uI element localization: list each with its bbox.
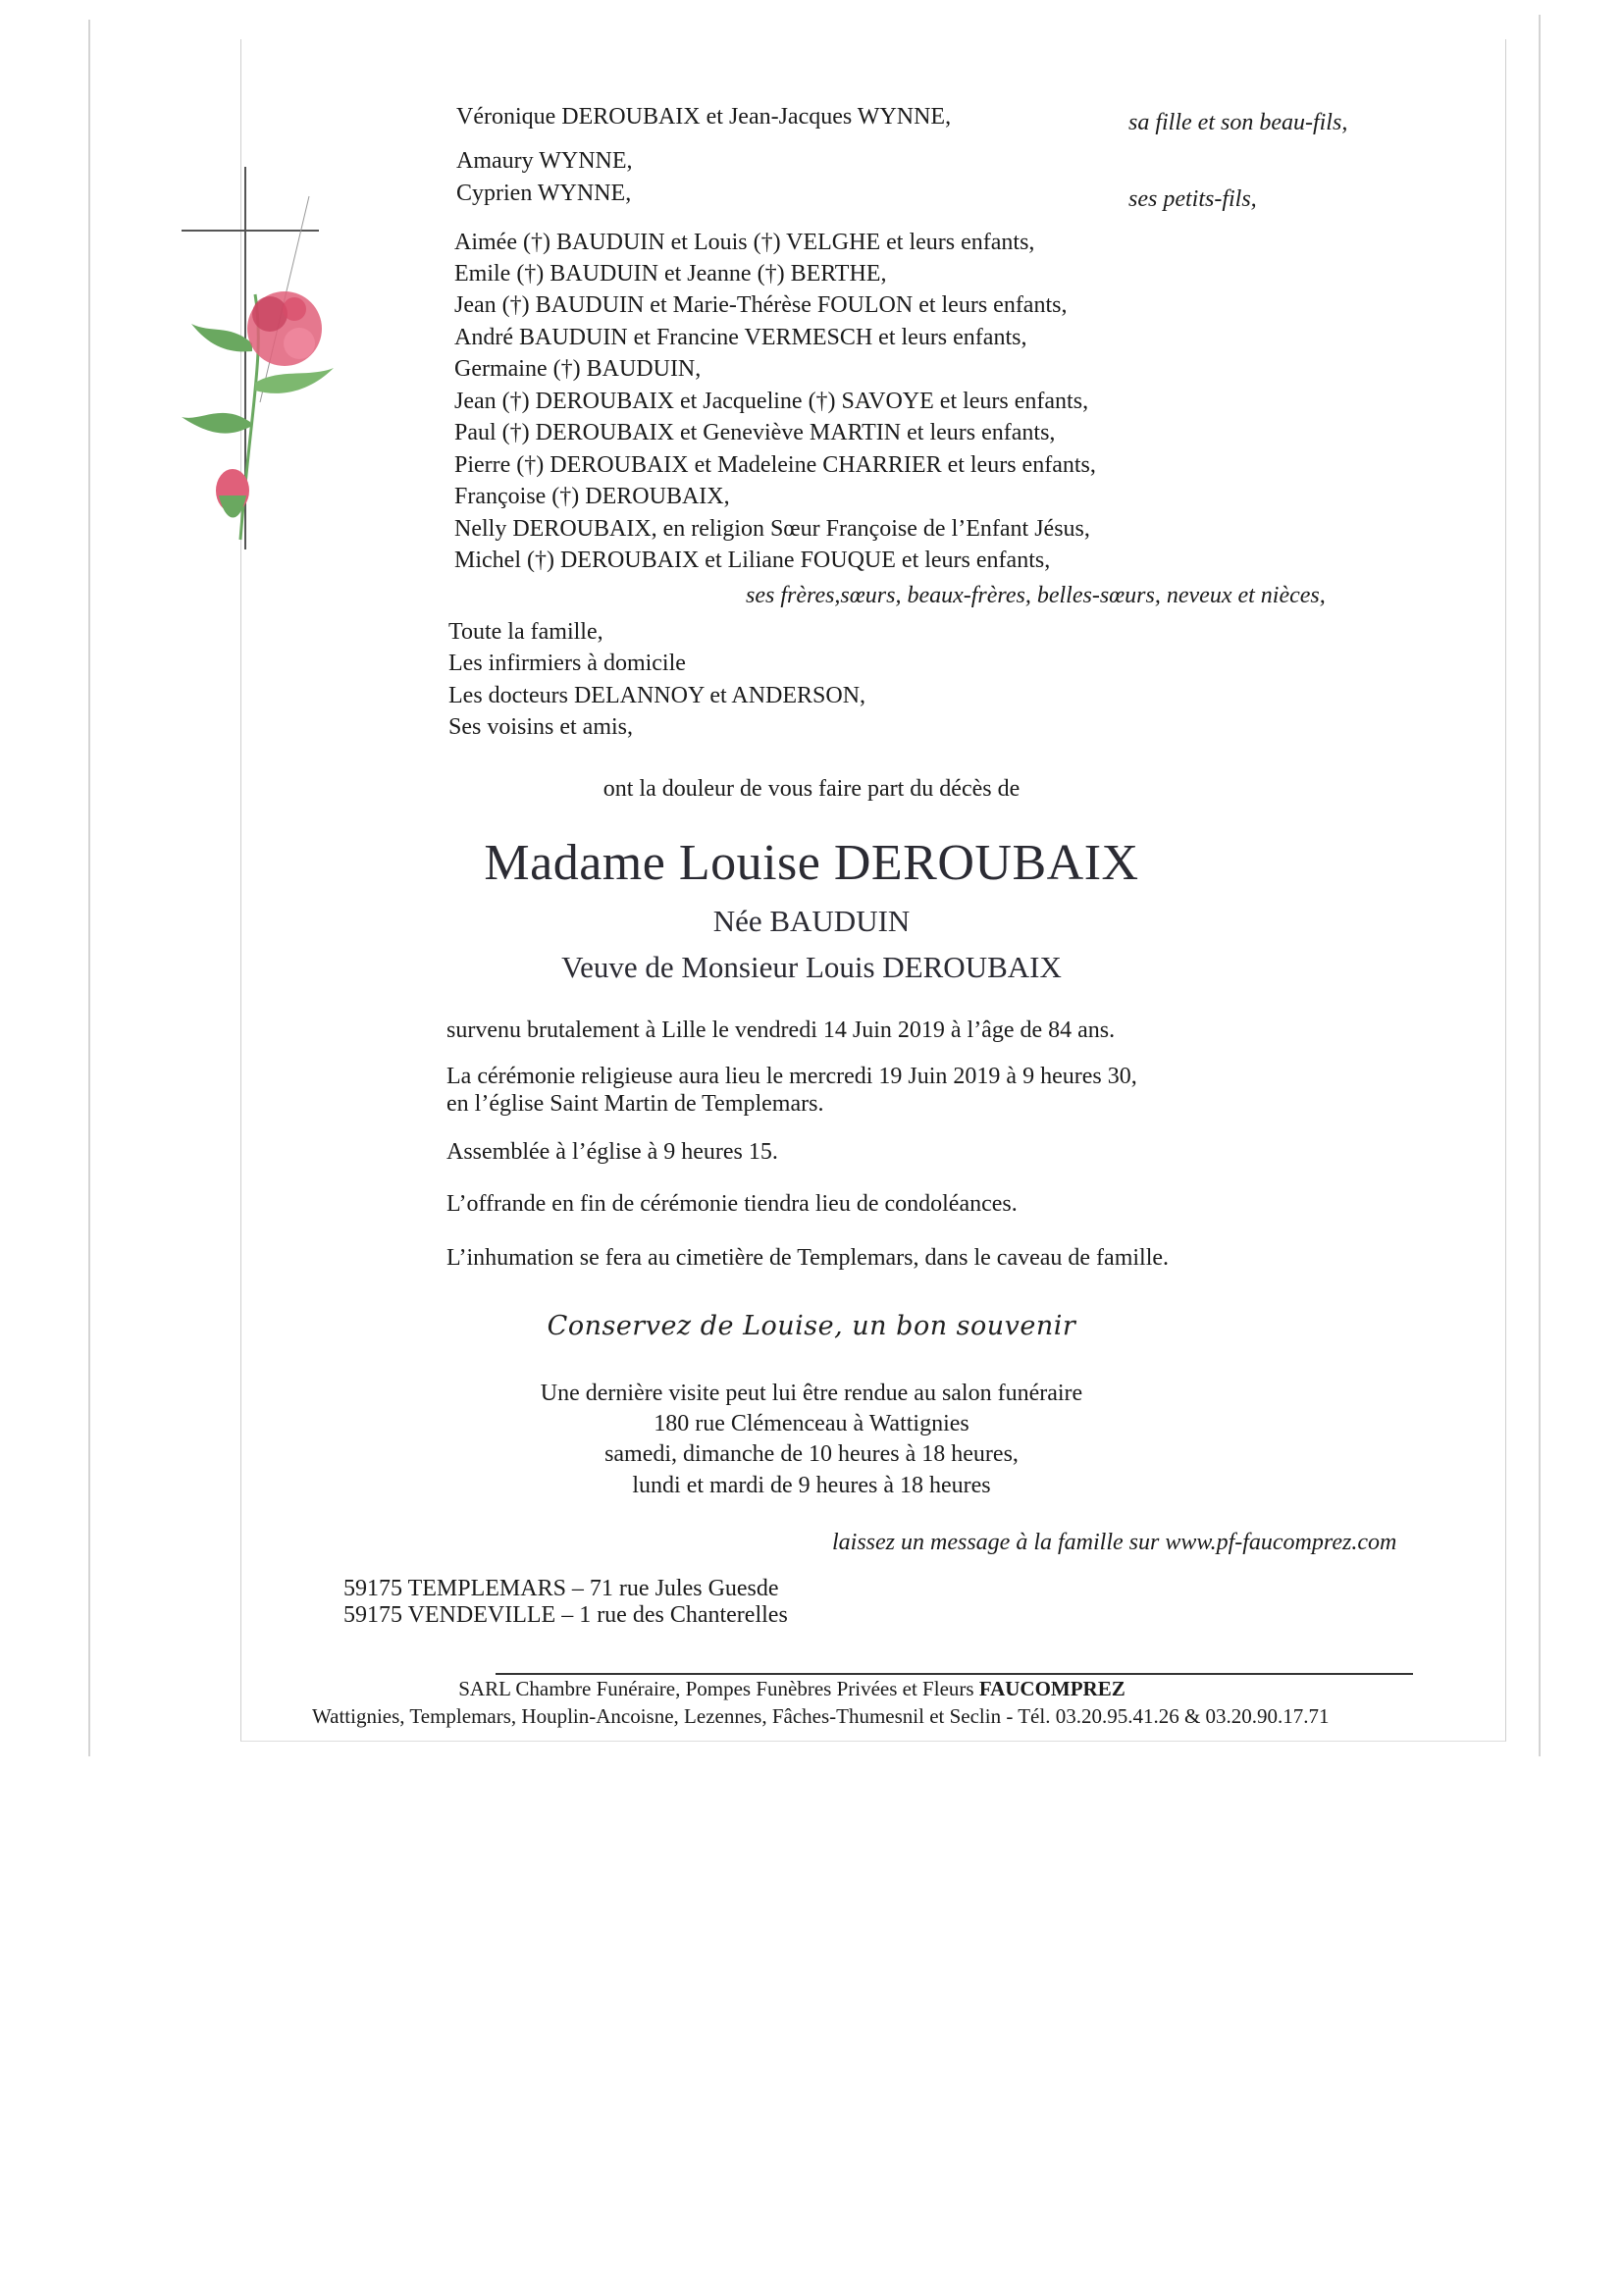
- visit-line-3: samedi, dimanche de 10 heures à 18 heures,: [604, 1441, 1019, 1467]
- family-line: André BAUDUIN et Francine VERMESCH et leurs enfants,: [454, 325, 1027, 350]
- siblings-note: ses frères,sœurs, beaux-frères, belles-sœurs, neveux et nièces,: [746, 583, 1326, 608]
- family-line: Jean (†) DEROUBAIX et Jacqueline (†) SAVOYE et leurs enfants,: [454, 389, 1089, 414]
- remembrance-script: Conservez de Louise, un bon souvenir: [547, 1311, 1076, 1341]
- deceased-name: Madame Louise DEROUBAIX: [484, 835, 1139, 891]
- address-templemars: 59175 TEMPLEMARS – 71 rue Jules Guesde: [343, 1576, 779, 1601]
- family-line: Cyprien WYNNE,: [456, 181, 632, 206]
- other-mourner-line: Ses voisins et amis,: [448, 714, 634, 740]
- family-line: Aimée (†) BAUDUIN et Louis (†) VELGHE et leurs enfants,: [454, 230, 1035, 255]
- family-line: Emile (†) BAUDUIN et Jeanne (†) BERTHE,: [454, 261, 887, 287]
- deceased-widow-of: Veuve de Monsieur Louis DEROUBAIX: [561, 950, 1062, 984]
- family-line: Françoise (†) DEROUBAIX,: [454, 484, 730, 509]
- family-line: Amaury WYNNE,: [456, 148, 633, 174]
- family-line: Véronique DEROUBAIX et Jean-Jacques WYNNE,: [456, 104, 952, 130]
- family-relation-note: ses petits-fils,: [1128, 186, 1257, 212]
- message-link[interactable]: laissez un message à la famille sur www.pf-faucomprez.com: [832, 1530, 1397, 1555]
- family-line: Michel (†) DEROUBAIX et Liliane FOUQUE et leurs enfants,: [454, 548, 1051, 573]
- footer-company-name: FAUCOMPREZ: [978, 1677, 1126, 1700]
- footer-locations: Wattignies, Templemars, Houplin-Ancoisne, Lezennes, Fâches-Thumesnil et Seclin - Tél. 03.20.95.41.26 & 03.20.90.17.71: [312, 1704, 1330, 1728]
- footer-company-prefix: SARL Chambre Funéraire, Pompes Funèbres Privées et Fleurs: [458, 1677, 974, 1700]
- family-line: Pierre (†) DEROUBAIX et Madeleine CHARRIER et leurs enfants,: [454, 452, 1096, 478]
- detail-burial: L’inhumation se fera au cimetière de Templemars, dans le caveau de famille.: [446, 1245, 1170, 1271]
- visit-line-1: Une dernière visite peut lui être rendue au salon funéraire: [540, 1381, 1083, 1406]
- family-line: Jean (†) BAUDUIN et Marie-Thérèse FOULON et leurs enfants,: [454, 292, 1068, 318]
- other-mourner-line: Toute la famille,: [448, 619, 603, 645]
- deceased-maiden-name: Née BAUDUIN: [712, 904, 911, 938]
- footer-company: [0, 1676, 1603, 1701]
- detail-offering: L’offrande en fin de cérémonie tiendra lieu de condoléances.: [446, 1191, 1018, 1217]
- detail-ceremony: La cérémonie religieuse aura lieu le mercredi 19 Juin 2019 à 9 heures 30,: [446, 1064, 1137, 1089]
- address-vendeville: 59175 VENDEVILLE – 1 rue des Chanterelles: [343, 1602, 788, 1628]
- family-relation-note: sa fille et son beau-fils,: [1128, 110, 1348, 135]
- announcement: ont la douleur de vous faire part du décès de: [602, 776, 1021, 802]
- visit-line-4: lundi et mardi de 9 heures à 18 heures: [632, 1473, 991, 1498]
- detail-church: en l’église Saint Martin de Templemars.: [446, 1091, 824, 1117]
- detail-assembly: Assemblée à l’église à 9 heures 15.: [446, 1139, 778, 1165]
- family-line: Germaine (†) BAUDUIN,: [454, 356, 702, 382]
- other-mourner-line: Les infirmiers à domicile: [448, 651, 686, 676]
- other-mourner-line: Les docteurs DELANNOY et ANDERSON,: [448, 683, 866, 708]
- family-line: Paul (†) DEROUBAIX et Geneviève MARTIN et leurs enfants,: [454, 420, 1056, 445]
- cross-flower-decoration-icon: [172, 157, 348, 569]
- visit-line-2: 180 rue Clémenceau à Wattignies: [654, 1411, 969, 1436]
- footer-divider: [496, 1673, 1413, 1675]
- detail-death: survenu brutalement à Lille le vendredi 14 Juin 2019 à l’âge de 84 ans.: [446, 1018, 1116, 1043]
- family-line: Nelly DEROUBAIX, en religion Sœur Françoise de l’Enfant Jésus,: [454, 516, 1090, 542]
